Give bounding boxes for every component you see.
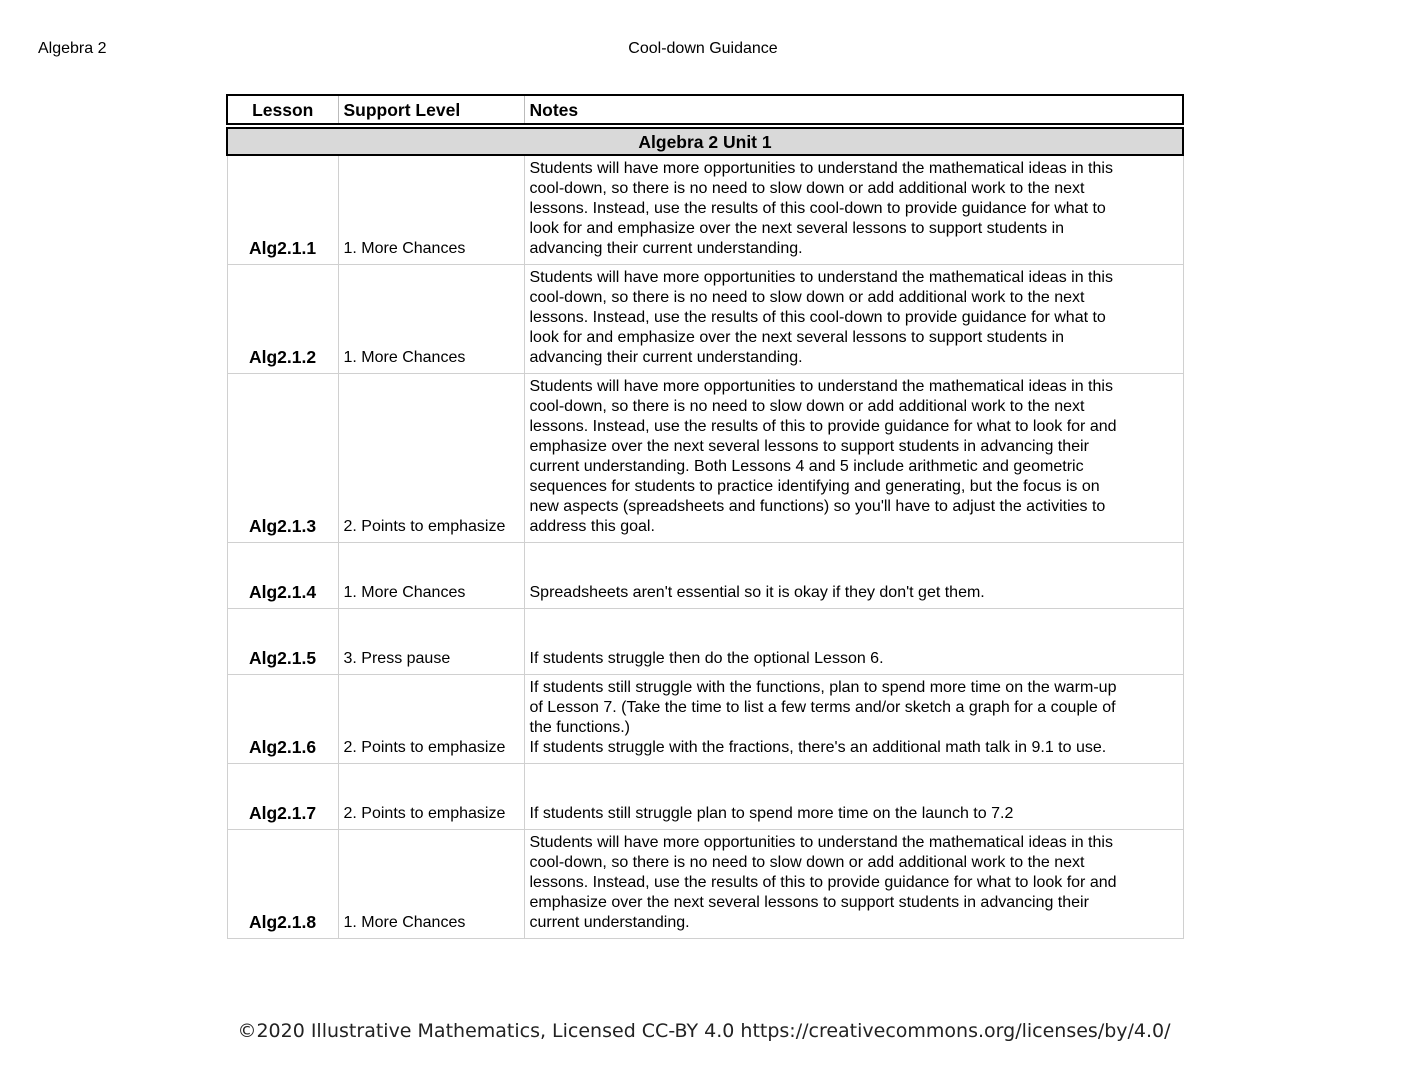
notes-line: emphasize over the next several lessons to support students in advancing their — [529, 894, 1089, 911]
notes-line: advancing their current understanding. — [529, 349, 803, 366]
lesson-id: Alg2.1.1 — [227, 155, 338, 265]
notes-line: cool-down, so there is no need to slow down or add additional work to the next — [529, 180, 1085, 197]
column-header-support-level: Support Level — [338, 95, 524, 124]
lesson-id: Alg2.1.2 — [227, 265, 338, 374]
notes-line: lessons. Instead, use the results of this cool-down to provide guidance for what to — [529, 200, 1106, 217]
notes-line: emphasize over the next several lessons to support students in advancing their — [529, 438, 1089, 455]
notes-line: Students will have more opportunities to understand the mathematical ideas in this — [529, 378, 1113, 395]
notes-line: current understanding. — [529, 914, 690, 931]
table-row — [227, 155, 1183, 265]
notes-line: lessons. Instead, use the results of this cool-down to provide guidance for what to — [529, 309, 1106, 326]
lesson-id: Alg2.1.6 — [227, 675, 338, 764]
lesson-id: Alg2.1.4 — [227, 543, 338, 609]
table-row — [227, 675, 1183, 764]
notes-line: Students will have more opportunities to understand the mathematical ideas in this — [529, 160, 1113, 177]
license-footer: ©2020 Illustrative Mathematics, Licensed CC-BY 4.0 https://creativecommons.org/licenses/by/4.0/ — [237, 1020, 1171, 1042]
support-level: 1. More Chances — [338, 830, 524, 939]
notes-cell — [524, 830, 1183, 939]
notes-line: If students struggle with the fractions, there's an additional math talk in 9.1 to use. — [529, 739, 1107, 756]
notes-line: advancing their current understanding. — [529, 240, 803, 257]
notes-line: new aspects (spreadsheets and functions) so you'll have to adjust the activities to — [529, 498, 1106, 515]
notes-line: cool-down, so there is no need to slow down or add additional work to the next — [529, 398, 1085, 415]
notes-line: address this goal. — [529, 518, 655, 535]
notes-cell — [524, 265, 1183, 374]
unit-header-row — [227, 128, 1183, 155]
notes-line: look for and emphasize over the next several lessons to support students in — [529, 220, 1065, 237]
lesson-id: Alg2.1.5 — [227, 609, 338, 675]
notes-line: look for and emphasize over the next several lessons to support students in — [529, 329, 1065, 346]
notes-line: cool-down, so there is no need to slow down or add additional work to the next — [529, 854, 1085, 871]
table-row — [227, 609, 1183, 675]
table-row — [227, 265, 1183, 374]
table-row — [227, 830, 1183, 939]
header-document-title: Cool-down Guidance — [628, 40, 778, 57]
support-level: 1. More Chances — [338, 155, 524, 265]
notes-line: Students will have more opportunities to understand the mathematical ideas in this — [529, 269, 1113, 286]
notes-line: current understanding. Both Lessons 4 and 5 include arithmetic and geometric — [529, 458, 1084, 475]
notes-line: Students will have more opportunities to understand the mathematical ideas in this — [529, 834, 1113, 851]
notes-cell — [524, 374, 1183, 543]
notes-cell — [524, 764, 1183, 830]
notes-line: of Lesson 7. (Take the time to list a few terms and/or sketch a graph for a couple of — [529, 699, 1116, 716]
support-level: 2. Points to emphasize — [338, 374, 524, 543]
notes-line: sequences for students to practice identifying and generating, but the focus is on — [529, 478, 1100, 495]
header-course-title: Algebra 2 — [38, 40, 107, 57]
column-header-notes: Notes — [524, 95, 1183, 124]
lesson-id: Alg2.1.8 — [227, 830, 338, 939]
notes-line: If students still struggle plan to spend more time on the launch to 7.2 — [529, 805, 1014, 822]
table-row — [227, 543, 1183, 609]
notes-line: If students struggle then do the optional Lesson 6. — [529, 650, 884, 667]
notes-line: lessons. Instead, use the results of this to provide guidance for what to look for and — [529, 874, 1117, 891]
notes-line: lessons. Instead, use the results of this to provide guidance for what to look for and — [529, 418, 1117, 435]
notes-cell — [524, 543, 1183, 609]
notes-line: cool-down, so there is no need to slow down or add additional work to the next — [529, 289, 1085, 306]
lesson-id: Alg2.1.3 — [227, 374, 338, 543]
notes-line: the functions.) — [529, 719, 630, 736]
support-level: 2. Points to emphasize — [338, 764, 524, 830]
unit-title: Algebra 2 Unit 1 — [227, 128, 1183, 155]
notes-line: If students still struggle with the functions, plan to spend more time on the warm-up — [529, 679, 1117, 696]
table-header-row — [227, 95, 1183, 124]
support-level: 1. More Chances — [338, 543, 524, 609]
guidance-table — [226, 94, 1184, 939]
support-level: 2. Points to emphasize — [338, 675, 524, 764]
notes-cell — [524, 609, 1183, 675]
column-header-lesson: Lesson — [227, 95, 338, 124]
notes-cell — [524, 155, 1183, 265]
table-row — [227, 764, 1183, 830]
notes-line: Spreadsheets aren't essential so it is okay if they don't get them. — [529, 584, 985, 601]
support-level: 1. More Chances — [338, 265, 524, 374]
table-row — [227, 374, 1183, 543]
support-level: 3. Press pause — [338, 609, 524, 675]
lesson-id: Alg2.1.7 — [227, 764, 338, 830]
notes-cell — [524, 675, 1183, 764]
